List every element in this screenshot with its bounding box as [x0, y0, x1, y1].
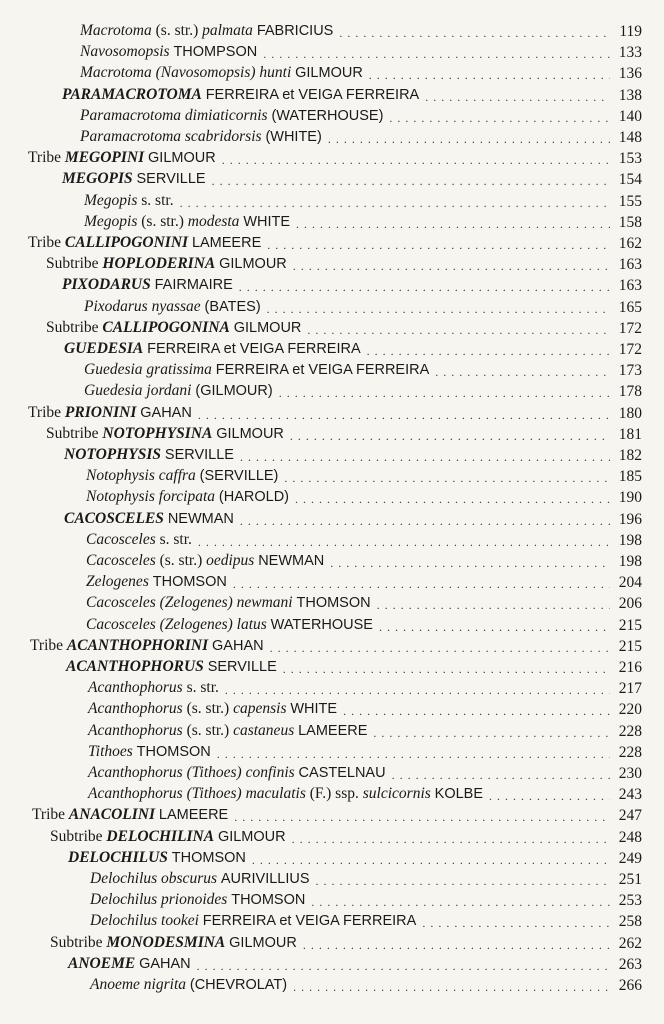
toc-entry-text	[62, 169, 206, 189]
taxon-name: Acanthophorus	[88, 721, 183, 739]
toc-entry-text	[28, 403, 192, 423]
taxon-author: GILMOUR	[295, 65, 363, 82]
leader-dots	[307, 323, 610, 338]
toc-entry-text	[86, 466, 278, 486]
leader-dots	[379, 620, 610, 635]
toc-entry-text	[86, 487, 289, 507]
taxon-name: Acanthophorus (Tithoes) confinis	[88, 764, 295, 781]
taxon-epithet: capensis	[233, 700, 287, 718]
page-number: 262	[618, 934, 642, 952]
taxon-name: Acanthophorus	[88, 679, 183, 697]
rank-prefix: Subtribe	[50, 827, 107, 845]
toc-entry	[64, 338, 642, 359]
toc-entry-text	[80, 21, 333, 41]
toc-entry-text	[86, 593, 371, 613]
taxon-author: THOMPSON	[173, 44, 258, 61]
leader-dots	[252, 853, 610, 868]
toc-entry	[86, 592, 642, 613]
taxon-qualifier: (s. str.)	[151, 22, 203, 39]
taxon-name: ACANTHOPHORINI	[66, 636, 209, 654]
toc-entry-text	[90, 869, 310, 889]
toc-entry	[84, 190, 642, 211]
taxon-name: Cacosceles (Zelogenes) latus	[86, 615, 267, 633]
toc-entry-text	[88, 742, 211, 762]
taxon-author: CASTELNAU	[298, 765, 386, 781]
toc-entry	[68, 953, 642, 974]
toc-entry	[46, 253, 642, 274]
page-number: 148	[618, 129, 642, 146]
page-number: 163	[618, 256, 642, 274]
toc-entry-text	[64, 339, 361, 359]
page-number: 196	[618, 510, 642, 528]
taxon-name: MEGOPINI	[64, 149, 145, 167]
taxon-name: Macrotoma (Navosomopsis) hunti	[80, 64, 292, 82]
toc-entry-text	[84, 191, 174, 211]
toc-entry	[80, 126, 642, 147]
leader-dots	[283, 662, 610, 677]
leader-dots	[316, 874, 610, 889]
taxon-name: PARAMACROTOMA	[62, 85, 202, 103]
toc-entry	[88, 677, 642, 698]
taxon-name: Notophysis caffra	[86, 467, 196, 485]
leader-dots	[222, 153, 610, 168]
page-number: 204	[618, 574, 642, 592]
toc-entry	[32, 804, 642, 825]
page-number: 136	[618, 65, 642, 83]
page-number: 158	[618, 213, 642, 231]
taxon-name: Megopis	[84, 212, 138, 230]
toc-entry-text	[46, 318, 301, 338]
toc-entry	[88, 762, 642, 783]
page-number: 206	[618, 595, 642, 613]
taxon-qualifier: (s. str.)	[155, 552, 207, 569]
taxon-author: GILMOUR	[217, 828, 286, 845]
taxon-qualifier: s. str.	[182, 679, 219, 697]
taxon-author: (GILMOUR)	[195, 383, 273, 400]
taxon-name: CACOSCELES	[64, 509, 164, 527]
taxon-name: Navosomopsis	[80, 43, 170, 61]
taxon-name: Notophysis forcipata	[86, 488, 216, 506]
taxon-name: ANOEME	[68, 954, 136, 972]
toc-entry	[88, 720, 642, 741]
page-number: 253	[618, 892, 642, 910]
toc-entry	[28, 147, 642, 168]
page-number: 249	[618, 849, 642, 867]
taxon-name: Acanthophorus (Tithoes) maculatis	[88, 785, 306, 803]
page-number: 155	[618, 192, 642, 210]
toc-entry	[80, 62, 642, 83]
taxon-author: GAHAN	[212, 637, 264, 654]
taxon-author: FABRICIUS	[256, 23, 334, 39]
toc-entry	[62, 84, 642, 105]
taxon-author: GILMOUR	[229, 934, 297, 951]
page-number: 216	[618, 659, 642, 676]
taxon-author: (HAROLD)	[218, 489, 289, 506]
taxon-author: NEWMAN	[258, 553, 325, 569]
toc-entry-text	[80, 63, 363, 83]
toc-entry	[80, 20, 642, 41]
taxon-name: PRIONINI	[64, 403, 137, 421]
toc-entry	[50, 932, 642, 953]
taxon-author: GILMOUR	[148, 150, 216, 167]
toc-entry-text	[80, 42, 257, 62]
page-number: 138	[618, 86, 642, 104]
leader-dots	[392, 768, 610, 783]
toc-entry-text	[86, 615, 373, 635]
leader-dots	[234, 810, 610, 825]
taxon-author: FAIRMAIRE	[154, 277, 233, 294]
taxon-author: (CHEVROLAT)	[189, 977, 288, 993]
leader-dots	[369, 68, 610, 83]
toc-entry-text	[88, 699, 337, 719]
taxon-qualifier: (s. str.)	[137, 212, 188, 230]
taxon-name: Tithoes	[88, 742, 133, 760]
rank-prefix: Tribe	[30, 636, 67, 654]
page-number: 154	[618, 171, 642, 189]
leader-dots	[367, 344, 610, 359]
taxon-name: ANACOLINI	[68, 806, 156, 824]
toc-entry	[30, 635, 642, 656]
leader-dots	[233, 577, 610, 592]
leader-dots	[328, 132, 610, 147]
page-number: 185	[618, 468, 642, 486]
page-number: 258	[618, 913, 642, 931]
toc-entry	[64, 444, 642, 465]
toc-entry-text	[30, 636, 264, 656]
page-number: 230	[618, 765, 642, 782]
leader-dots	[293, 980, 610, 995]
toc-entry	[62, 274, 642, 295]
taxon-author: THOMSON	[171, 849, 246, 866]
rank-prefix: Tribe	[28, 403, 65, 421]
taxon-name: CALLIPOGONINI	[64, 234, 189, 251]
leader-dots	[489, 789, 610, 804]
toc-entry	[50, 826, 642, 847]
taxon-author: SERVILLE	[164, 447, 234, 463]
toc-entry-text	[64, 509, 234, 529]
taxon-author: (BATES)	[204, 298, 261, 315]
taxon-name: Anoeme nigrita	[90, 976, 186, 993]
leader-dots	[303, 938, 610, 953]
taxon-author: WHITE	[290, 701, 338, 718]
toc-entry	[84, 211, 642, 232]
leader-dots	[339, 26, 610, 41]
toc-entry	[90, 889, 642, 910]
taxon-author: FERREIRA et VEIGA FERREIRA	[205, 86, 420, 103]
page-number: 266	[618, 977, 642, 994]
toc-entry	[68, 847, 642, 868]
toc-entry-text	[32, 805, 228, 825]
toc-entry	[84, 359, 642, 380]
toc-entry-text	[64, 445, 234, 465]
toc-entry-text	[62, 85, 419, 105]
page-number: 172	[618, 341, 642, 358]
taxon-epithet: sulcicornis	[362, 785, 431, 803]
taxon-qualifier: (F.) ssp.	[305, 785, 363, 803]
page-number: 248	[618, 828, 642, 846]
leader-dots	[330, 556, 610, 571]
leader-dots	[267, 238, 610, 253]
toc-entry	[88, 783, 642, 804]
rank-prefix: Tribe	[28, 149, 65, 167]
toc-entry	[90, 910, 642, 931]
toc-entry	[64, 508, 642, 529]
toc-entry	[28, 232, 642, 253]
toc-entry-text	[84, 381, 273, 401]
leader-dots	[217, 747, 610, 762]
toc-entry-text	[88, 678, 219, 698]
taxon-epithet: castaneus	[233, 721, 295, 739]
toc-entry-text	[90, 890, 305, 910]
toc-entry-text	[80, 106, 383, 126]
rank-prefix: Subtribe	[50, 933, 107, 951]
toc-entry-text	[86, 530, 192, 550]
taxon-name: Delochilus prionoides	[90, 891, 228, 909]
toc-entry	[90, 868, 642, 889]
toc-entry	[80, 41, 642, 62]
taxon-author: AURIVILLIUS	[220, 871, 310, 887]
taxon-qualifier: (s. str.)	[182, 700, 234, 718]
taxon-name: Cacosceles (Zelogenes) newmani	[86, 594, 293, 612]
taxon-name: Zelogenes	[86, 573, 149, 591]
toc-entry-text	[86, 551, 324, 571]
toc-entry-text	[88, 784, 483, 804]
taxon-name: PIXODARUS	[62, 276, 151, 294]
page-number: 220	[618, 701, 642, 719]
rank-prefix: Subtribe	[46, 255, 103, 273]
taxon-author: THOMSON	[136, 743, 211, 760]
taxon-author: LAMEERE	[191, 235, 262, 251]
rank-prefix: Subtribe	[46, 318, 103, 336]
taxon-author: GAHAN	[140, 404, 192, 421]
toc-entry-text	[28, 148, 216, 168]
leader-dots	[422, 916, 610, 931]
page-number: 215	[618, 637, 642, 655]
toc-entry	[86, 550, 642, 571]
taxon-author: FERREIRA et VEIGA FERREIRA	[202, 913, 417, 930]
taxon-author: THOMSON	[296, 595, 371, 612]
page-number: 182	[618, 447, 642, 464]
leader-dots	[284, 471, 610, 486]
leader-dots	[373, 726, 610, 741]
leader-dots	[343, 704, 610, 719]
taxon-author: FERREIRA et VEIGA FERREIRA	[147, 341, 361, 357]
toc-entry-text	[84, 360, 429, 380]
page-number: 228	[618, 743, 642, 761]
leader-dots	[296, 217, 610, 232]
taxon-author: FERREIRA et VEIGA FERREIRA	[215, 362, 430, 379]
toc-entry-text	[66, 657, 277, 677]
leader-dots	[197, 959, 610, 974]
toc-entry-text	[28, 233, 261, 253]
taxon-name: Guedesia gratissima	[84, 361, 212, 379]
page-number: 165	[618, 298, 642, 316]
leader-dots	[292, 832, 610, 847]
toc-entry-text	[50, 827, 286, 847]
taxon-author: SERVILLE	[207, 659, 277, 675]
leader-dots	[389, 111, 610, 126]
taxon-name: Macrotoma	[80, 22, 152, 39]
page-number: 215	[618, 616, 642, 634]
toc-entry	[62, 168, 642, 189]
toc-entry-text	[62, 275, 233, 295]
taxon-name: MEGOPIS	[62, 170, 133, 188]
leader-dots	[225, 683, 610, 698]
taxon-name: Megopis	[84, 191, 138, 209]
taxon-name: Guedesia jordani	[84, 382, 192, 400]
toc-entry-text	[84, 212, 290, 232]
taxon-name: Delochilus obscurus	[90, 870, 218, 887]
toc-entry	[28, 402, 642, 423]
taxon-name: HOPLODERINA	[102, 255, 216, 273]
leader-dots	[240, 514, 610, 529]
leader-dots	[239, 280, 610, 295]
leader-dots	[425, 90, 610, 105]
page-number: 140	[618, 107, 642, 125]
leader-dots	[263, 47, 610, 62]
taxon-epithet: palmata	[202, 22, 253, 39]
taxon-name: Cacosceles	[86, 530, 156, 548]
taxon-author: SERVILLE	[136, 171, 206, 188]
taxon-author: THOMSON	[152, 574, 227, 591]
page-number: 181	[618, 425, 642, 443]
leader-dots	[279, 386, 610, 401]
taxon-name: DELOCHILINA	[106, 827, 215, 845]
page-number: 119	[619, 23, 642, 40]
toc-entry	[80, 105, 642, 126]
taxon-author: WHITE	[243, 213, 291, 230]
leader-dots	[311, 895, 610, 910]
leader-dots	[270, 641, 610, 656]
page-number: 243	[618, 786, 642, 804]
taxon-name: NOTOPHYSIS	[64, 446, 162, 463]
taxon-author: (WHITE)	[265, 129, 322, 145]
toc-entry-text	[46, 424, 284, 444]
taxon-name: Paramacrotoma dimiaticornis	[80, 106, 268, 124]
page-number: 162	[618, 235, 642, 252]
toc-entry	[84, 380, 642, 401]
taxon-name: NOTOPHYSINA	[102, 424, 213, 442]
toc-entry	[86, 529, 642, 550]
leader-dots	[377, 598, 610, 613]
taxon-author: (SERVILLE)	[199, 468, 279, 485]
toc-entry	[86, 486, 642, 507]
toc-entry-text	[68, 954, 191, 974]
leader-dots	[293, 259, 610, 274]
taxon-qualifier: s. str.	[137, 191, 174, 209]
taxon-author: NEWMAN	[167, 510, 234, 527]
page-number: 247	[618, 807, 642, 825]
page-number: 217	[618, 680, 642, 698]
leader-dots	[180, 196, 610, 211]
toc-entry-text	[90, 975, 287, 995]
taxon-name: Cacosceles	[86, 552, 156, 569]
toc-entry	[86, 614, 642, 635]
taxon-name: ACANTHOPHORUS	[66, 658, 204, 675]
toc-entry	[66, 656, 642, 677]
taxon-epithet: oedipus	[206, 552, 255, 569]
toc-entry-text	[50, 933, 297, 953]
page-number: 228	[618, 722, 642, 740]
taxon-author: GAHAN	[139, 955, 191, 972]
leader-dots	[240, 450, 610, 465]
toc-entry-text	[88, 763, 386, 783]
taxon-name: Delochilus tookei	[90, 912, 199, 930]
page-number: 178	[618, 383, 642, 401]
taxon-author: KOLBE	[434, 786, 484, 803]
leader-dots	[435, 365, 610, 380]
taxon-author: WATERHOUSE	[270, 616, 373, 633]
toc-entry	[86, 465, 642, 486]
rank-prefix: Subtribe	[46, 424, 103, 442]
taxon-author: GILMOUR	[233, 319, 302, 336]
toc-entry-text	[86, 572, 227, 592]
taxon-name: CALLIPOGONINA	[102, 318, 230, 336]
page-number: 153	[618, 150, 642, 168]
taxon-name: Acanthophorus	[88, 700, 183, 718]
page-number: 198	[618, 531, 642, 549]
leader-dots	[295, 492, 610, 507]
taxon-name: GUEDESIA	[64, 340, 144, 357]
page-number: 133	[618, 44, 642, 62]
taxon-author: THOMSON	[231, 892, 306, 909]
toc-entry	[88, 698, 642, 719]
taxon-name: Paramacrotoma scabridorsis	[80, 128, 262, 145]
toc-entry-text	[46, 254, 287, 274]
taxon-qualifier: s. str.	[155, 530, 192, 548]
page-number: 198	[618, 553, 642, 570]
leader-dots	[198, 535, 610, 550]
page-number: 180	[618, 404, 642, 422]
page-number: 190	[618, 489, 642, 507]
taxon-name: Pixodarus nyassae	[84, 297, 201, 315]
toc-entry	[86, 571, 642, 592]
toc-entry-text	[84, 297, 261, 317]
page-number: 263	[618, 955, 642, 973]
leader-dots	[267, 302, 610, 317]
page-number: 163	[618, 277, 642, 295]
taxon-author: LAMEERE	[298, 722, 368, 739]
toc-entry-text	[80, 127, 322, 147]
taxon-author: LAMEERE	[158, 807, 229, 824]
toc-entry	[90, 974, 642, 995]
page-number: 172	[618, 319, 642, 337]
taxon-epithet: modesta	[187, 212, 240, 230]
page-number: 251	[618, 871, 642, 888]
toc-entry	[46, 317, 642, 338]
taxon-author: GILMOUR	[219, 256, 287, 273]
taxon-author: (WATERHOUSE)	[271, 107, 384, 124]
toc-entry	[88, 741, 642, 762]
toc-entry	[84, 296, 642, 317]
toc-entry	[46, 423, 642, 444]
toc-entry-text	[68, 848, 246, 868]
taxon-name: MONODESMINA	[106, 933, 226, 951]
page-number: 173	[618, 362, 642, 380]
rank-prefix: Tribe	[28, 234, 65, 251]
leader-dots	[290, 429, 610, 444]
rank-prefix: Tribe	[32, 806, 69, 824]
taxon-name: DELOCHILUS	[68, 848, 168, 866]
toc-entry-text	[88, 721, 367, 741]
leader-dots	[198, 408, 610, 423]
toc-entry-text	[90, 911, 416, 931]
leader-dots	[212, 174, 610, 189]
taxon-author: GILMOUR	[216, 425, 284, 442]
taxon-qualifier: (s. str.)	[182, 721, 234, 739]
